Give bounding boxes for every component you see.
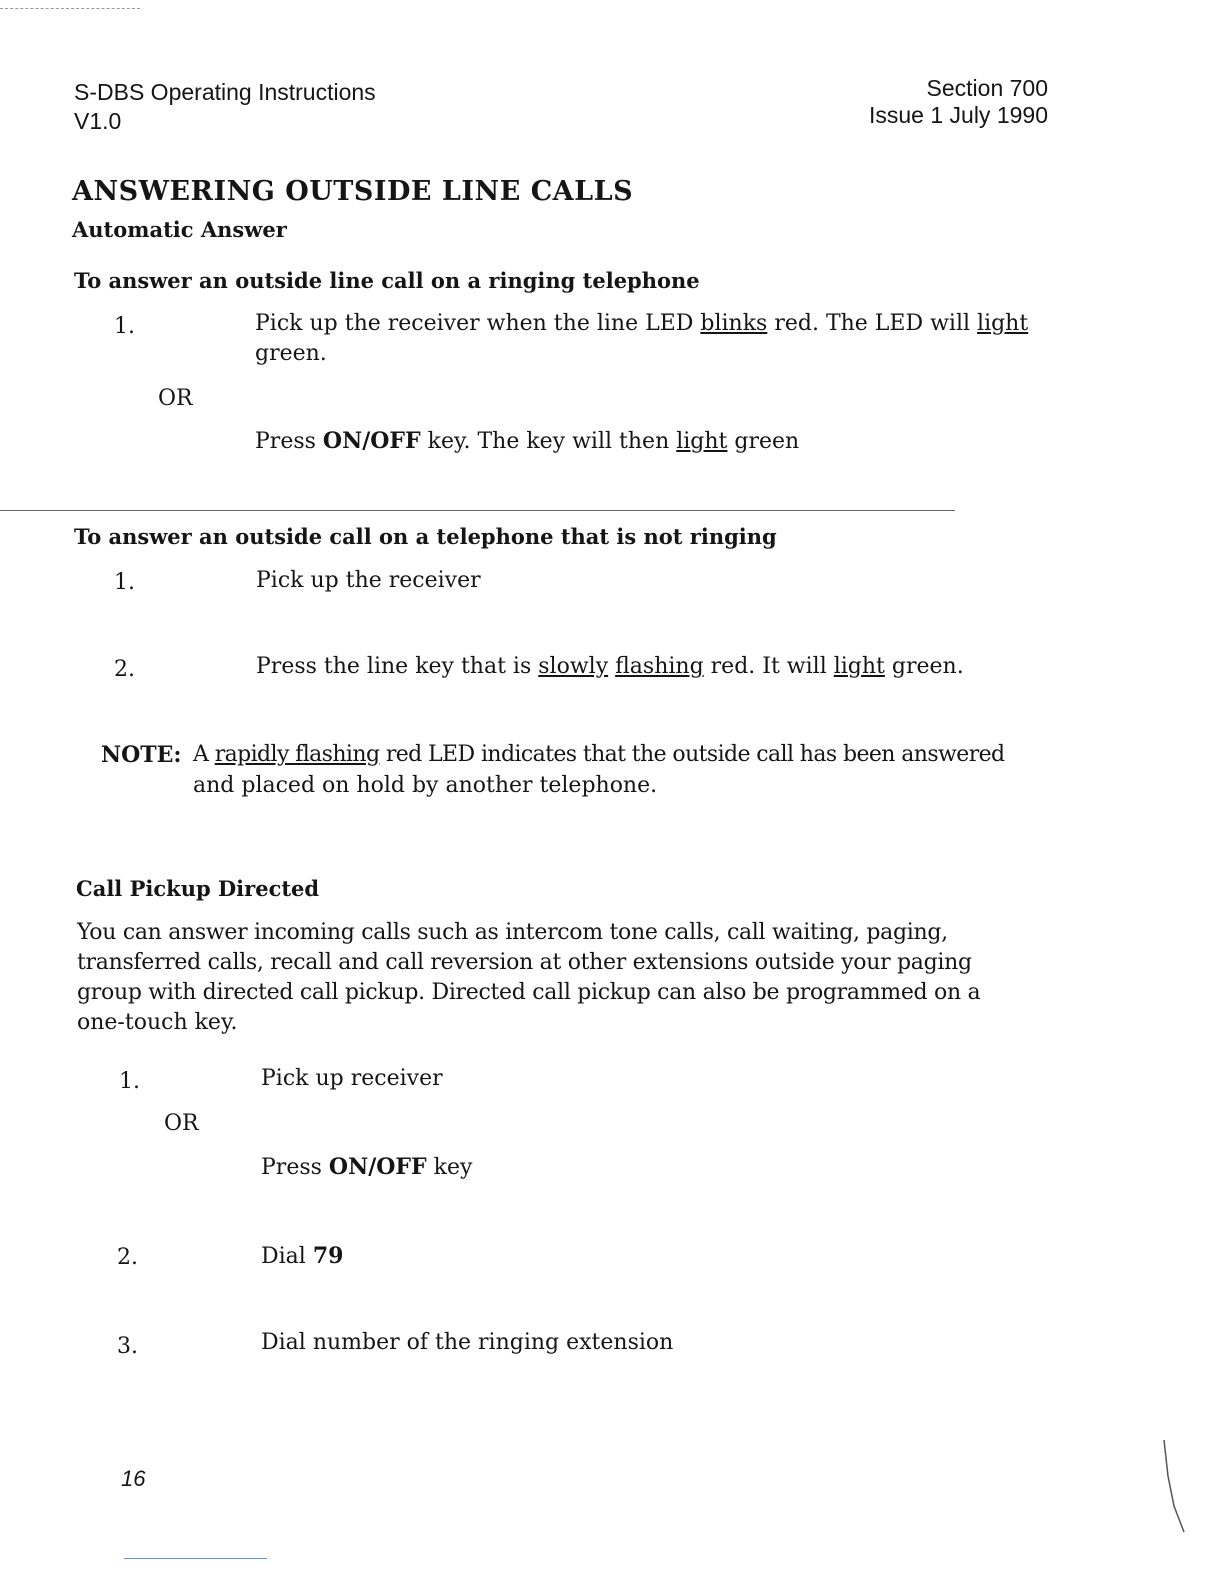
section3-step1-number: 1. [119,1069,140,1094]
scan-artifact-top [0,8,140,9]
section2-step2-text: Press the line key that is slowly flashing red. It will light green. [256,654,964,679]
note-text: A rapidly flashing red LED indicates that the outside call has been answered [193,742,1005,767]
underlined-light: light [676,429,728,454]
on-off-key-label: ON/OFF [322,428,421,454]
scan-artifact-mark [1160,1436,1190,1536]
section3-alternative: Press ON/OFF key [261,1154,473,1180]
on-off-key-label: ON/OFF [328,1154,427,1180]
note-text-line2: and placed on hold by another telephone. [193,773,658,798]
header-section: Section 700 [926,75,1048,101]
section3-step3-text: Dial number of the ringing extension [261,1330,674,1355]
section3-heading: Call Pickup Directed [76,876,320,901]
section1-step1-text: Pick up the receiver when the line LED blinks red. The LED will light [255,311,1029,336]
section2-step1-text: Pick up the receiver [256,568,481,593]
underlined-flashing: flashing [615,654,704,679]
section3-step1-text: Pick up receiver [261,1066,443,1091]
section1-step1-number: 1. [114,314,135,339]
section3-paragraph-line4: one-touch key. [77,1010,238,1035]
underlined-rapidly-flashing: rapidly flashing [214,742,380,767]
underlined-light: light [833,654,885,679]
section2-step2-number: 2. [114,657,135,682]
section2-step1-number: 1. [114,570,135,595]
header-version: V1.0 [74,108,122,134]
section3-paragraph-line1: You can answer incoming calls such as intercom tone calls, call waiting, paging, [77,920,948,945]
underlined-light: light [977,311,1029,336]
section1-alternative: Press ON/OFF key. The key will then light green [255,428,800,454]
section2-heading: To answer an outside call on a telephone that is not ringing [74,524,777,549]
section1-or: OR [158,386,193,411]
section3-or: OR [164,1111,199,1136]
section-divider [0,510,955,511]
underlined-blinks: blinks [700,311,768,336]
header-doc-title: S-DBS Operating Instructions [74,79,376,105]
section3-step3-number: 3. [117,1334,138,1359]
section3-step2-text: Dial 79 [261,1243,344,1269]
page-subtitle: Automatic Answer [72,217,287,242]
section3-step2-number: 2. [117,1245,138,1270]
page-number: 16 [121,1466,146,1491]
header-issue-date: Issue 1 July 1990 [868,102,1048,128]
note-label: NOTE: [101,742,182,768]
section1-step1-line2: green. [255,341,327,366]
section3-paragraph-line3: group with directed call pickup. Directed call pickup can also be programmed on a [77,980,981,1005]
section1-heading: To answer an outside line call on a ringing telephone [74,268,700,293]
underlined-slowly: slowly [538,654,609,679]
scan-artifact-bottom-line [124,1558,267,1559]
dial-code: 79 [312,1243,344,1269]
section3-paragraph-line2: transferred calls, recall and call reversion at other extensions outside your paging [77,950,972,975]
page-title: ANSWERING OUTSIDE LINE CALLS [72,176,634,207]
